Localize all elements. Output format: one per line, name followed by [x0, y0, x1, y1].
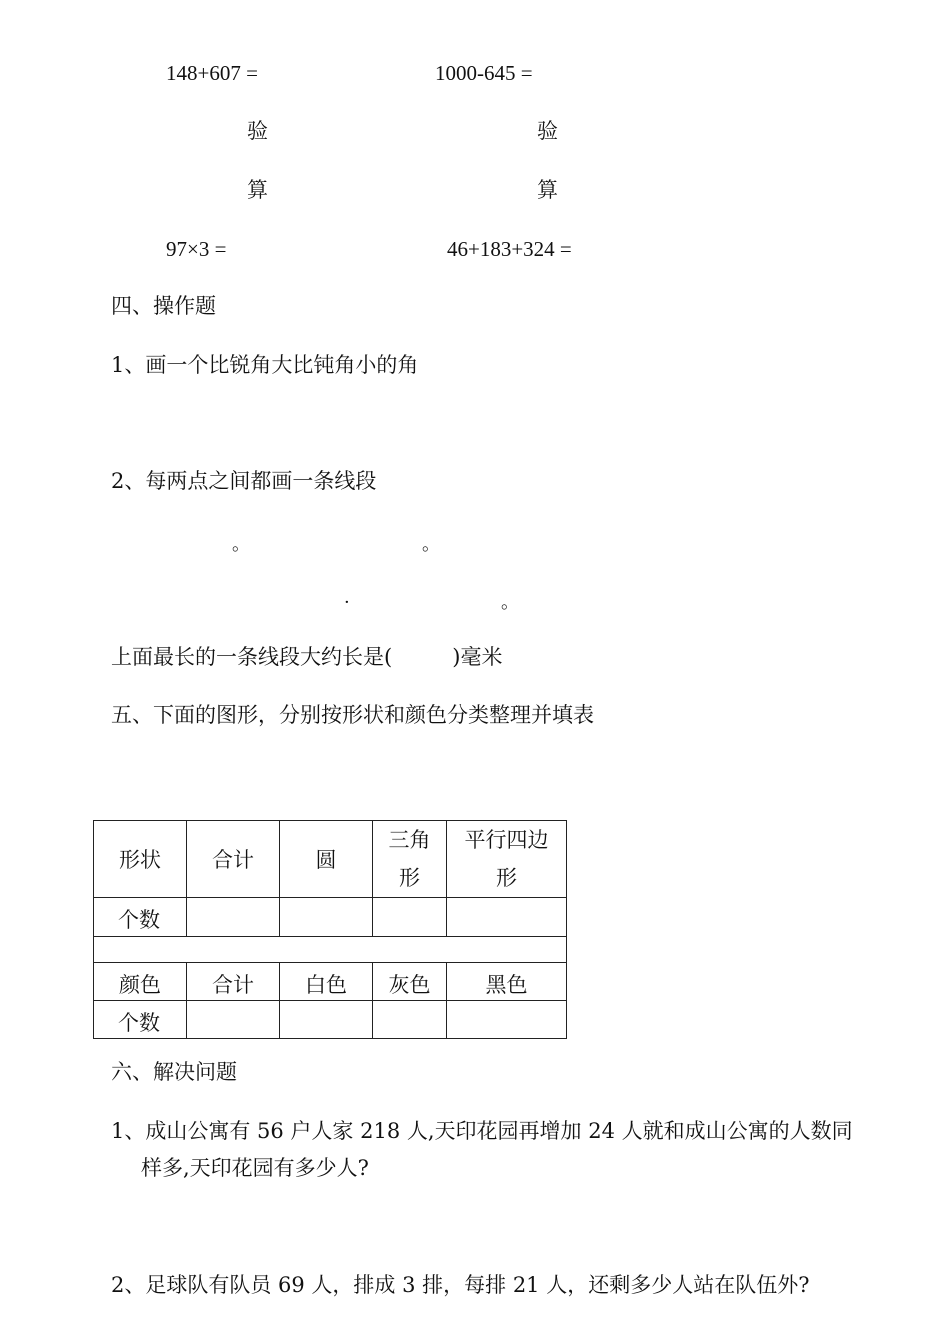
equation-148-plus-607: 148+607 = — [166, 61, 258, 85]
header-gray: 灰色 — [373, 963, 447, 1001]
shape-count-circle-cell[interactable] — [280, 898, 373, 937]
header-triangle-line2: 形 — [399, 866, 420, 890]
check-label-char1-right: 验 — [537, 119, 558, 143]
header-black: 黑色 — [447, 963, 567, 1001]
point-dot-1: 。 — [232, 534, 250, 555]
header-white: 白色 — [280, 963, 373, 1001]
header-triangle — [373, 821, 447, 898]
check-label-char2-right: 算 — [537, 178, 558, 202]
point-dot-4: 。 — [501, 592, 519, 613]
shape-count-parallelogram-cell[interactable] — [447, 898, 567, 937]
check-label-char2-left: 算 — [247, 178, 268, 202]
equation-46-183-324: 46+183+324 = — [447, 237, 572, 261]
color-count-black-cell[interactable] — [447, 1001, 567, 1039]
question-draw-segments: 2、每两点之间都画一条线段 — [111, 469, 377, 493]
question-draw-angle: 1、画一个比锐角大比钝角小的角 — [111, 353, 419, 377]
header-parallelogram-line1: 平行四边 — [464, 828, 549, 852]
section-heading-operations: 四、操作题 — [111, 294, 216, 318]
color-count-row — [94, 1001, 567, 1039]
equation-97-times-3: 97×3 = — [166, 237, 227, 261]
color-count-gray-cell[interactable] — [373, 1001, 447, 1039]
header-parallelogram — [447, 821, 567, 898]
section-heading-classify: 五、下面的图形，分别按形状和颜色分类整理并填表 — [111, 703, 594, 727]
problem-2: 2、足球队有队员 69 人，排成 3 排，每排 21 人，还剩多少人站在队伍外? — [111, 1273, 810, 1297]
table-spacer-row — [94, 937, 567, 963]
problem-1-line2: 样多,天印花园有多少人? — [141, 1156, 369, 1180]
shape-count-label: 个数 — [94, 898, 187, 937]
section-heading-problems: 六、解决问题 — [111, 1060, 237, 1084]
header-shape: 形状 — [94, 821, 187, 898]
header-color-total: 合计 — [187, 963, 280, 1001]
point-dot-2: 。 — [422, 534, 440, 555]
check-label-char1-left: 验 — [247, 119, 268, 143]
table-spacer-cell — [94, 937, 567, 963]
color-count-label: 个数 — [94, 1001, 187, 1039]
shape-count-total-cell[interactable] — [187, 898, 280, 937]
header-triangle-line1: 三角 — [388, 828, 431, 852]
shape-header-row — [94, 821, 567, 898]
equation-1000-minus-645: 1000-645 = — [435, 61, 533, 85]
point-dot-3: · — [344, 592, 350, 613]
color-count-white-cell[interactable] — [280, 1001, 373, 1039]
header-parallelogram-line2: 形 — [496, 866, 517, 890]
header-total: 合计 — [187, 821, 280, 898]
color-count-total-cell[interactable] — [187, 1001, 280, 1039]
color-header-row — [94, 963, 567, 1001]
shape-count-triangle-cell[interactable] — [373, 898, 447, 937]
shape-count-row — [94, 898, 567, 937]
header-circle: 圆 — [280, 821, 373, 898]
header-color: 颜色 — [94, 963, 187, 1001]
classification-table — [93, 820, 567, 1039]
longest-segment-answer-line: 上面最长的一条线段大约长是( )毫米 — [111, 645, 503, 669]
problem-1-line1: 1、成山公寓有 56 户人家 218 人,天印花园再增加 24 人就和成山公寓的人数同 — [111, 1119, 853, 1143]
